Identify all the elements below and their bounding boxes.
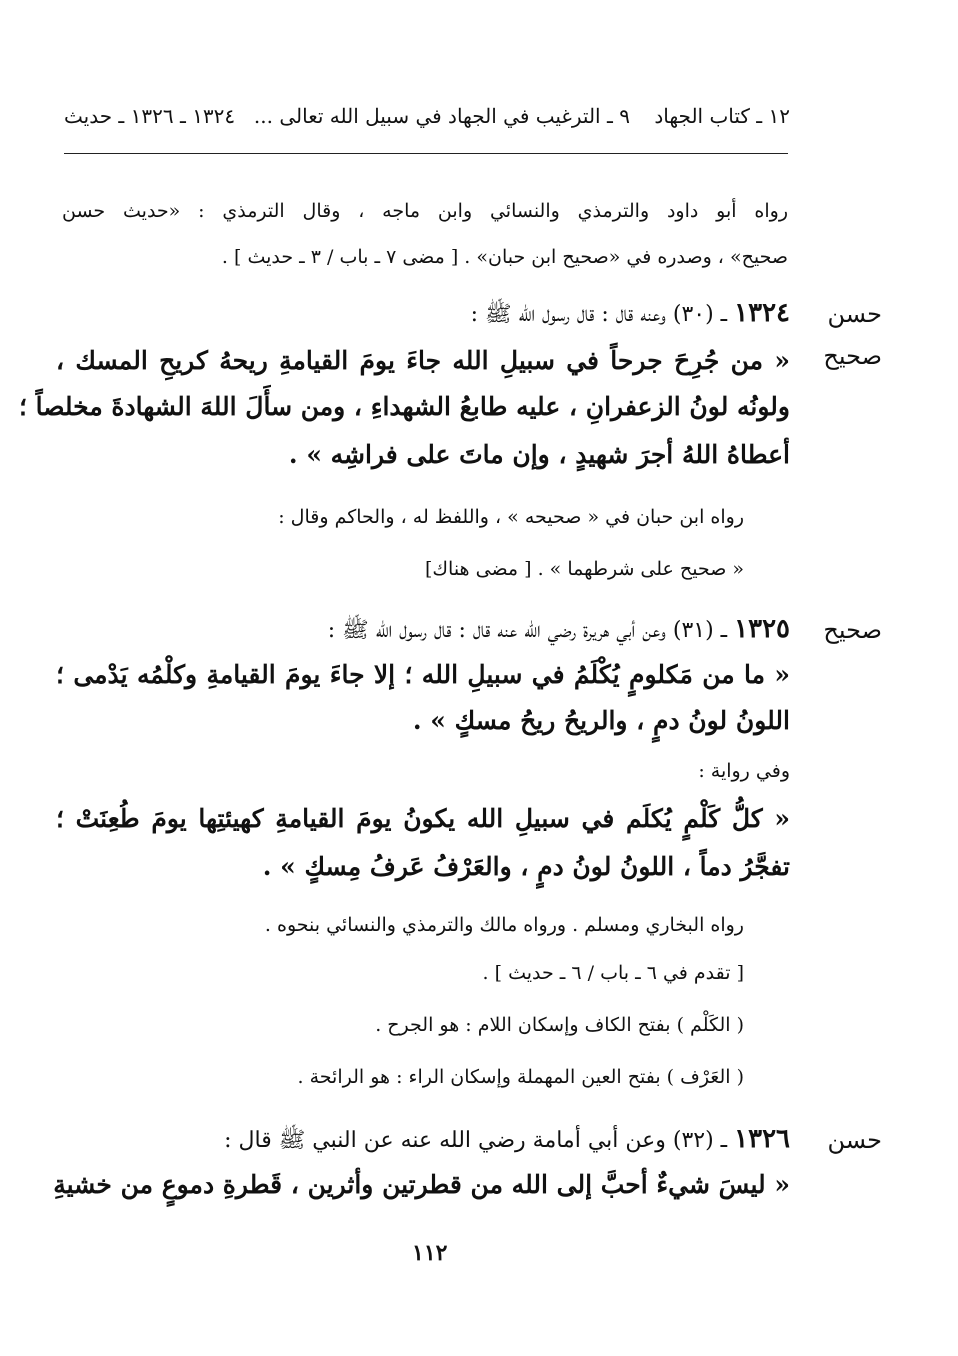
hadith-1326-head: ـ (٣٢) وعن أبي أمامة رضي الله عنه عن النبي ﷺ قال :	[224, 1128, 728, 1153]
hadith-1325-note-2: [ تقدم في ٦ ـ باب / ٦ ـ حديث ] .	[482, 962, 744, 984]
running-header	[236, 104, 790, 128]
hadith-1324-heading	[471, 298, 790, 332]
intro-line-2: صحيح» ، وصدره في «صحيح ابن حبان» . [ مضى ٧ ـ باب / ٣ ـ حديث ] .	[221, 246, 788, 268]
hadith-1325-riwaya: وفي رواية :	[698, 760, 790, 782]
grade-hasan-1326: حسن	[827, 1126, 882, 1154]
hadith-1325-heading	[328, 614, 790, 648]
hadith-1326-heading	[224, 1124, 790, 1158]
hadith-1325-head: ـ (٣١) وعن أبي هريرة رضي الله عنه قال : قال رسول الله ﷺ :	[327, 618, 728, 643]
hadith-1324-text-2: ولونُه لونُ الزعفرانِ ، عليه طابعُ الشهداءِ ، ومن سأَلَ اللهَ الشهادةَ مخلصاً ؛	[18, 392, 790, 421]
hadith-1324-head: ـ (٣٠) وعنه قال : قال رسول الله ﷺ :	[470, 302, 728, 327]
header-book: ١٢ ـ كتاب الجهاد	[654, 104, 790, 128]
grade-sahih-1325: صحيح	[823, 616, 882, 644]
hadith-1324-note-1: رواه ابن حبان في « صحيحه » ، واللفظ له ، والحاكم وقال :	[278, 506, 744, 528]
grade-hasan: حسن	[827, 300, 882, 328]
header-hadith-range: ١٣٢٤ ـ ١٣٢٦ ـ حديث	[64, 104, 236, 128]
hadith-1325-note-1: رواه البخاري ومسلم . ورواه مالك والترمذي والنسائي بنحوه .	[264, 914, 744, 936]
hadith-1324-text-3: أعطاهُ اللهُ أجرَ شهيدٍ ، وإن ماتَ على فراشِه » .	[288, 440, 790, 469]
header-chapter: ٩ ـ الترغيب في الجهاد في سبيل الله تعالى ...	[253, 104, 630, 128]
hadith-1325-note-4: ( العَرْف ) بفتح العين المهملة وإسكان الراء : هو الرائحة .	[297, 1066, 744, 1088]
hadith-1325-number: ١٣٢٥	[734, 614, 790, 644]
hadith-1326-number: ١٣٢٦	[734, 1124, 790, 1154]
hadith-1324-note-2: « صحيح على شرطهما » . [ مضى هناك]	[424, 558, 744, 580]
hadith-1324-number: ١٣٢٤	[734, 298, 790, 328]
hadith-1325-note-3: ( الكَلْم ) بفتح الكاف وإسكان اللام : هو الجرح .	[375, 1014, 744, 1036]
hadith-1325-text-2: اللونُ لونُ دمٍ ، والريحُ ريحُ مسكٍ » .	[412, 706, 790, 735]
hadith-1326-text-1: « ليسَ شيءٌ أحبَّ إلى الله من قطرتين وأثرين ، قَطرةِ دموعٍ من خشيةِ	[53, 1170, 790, 1199]
hadith-1324-text-1: « من جُرِحَ جرحاً في سبيلِ الله جاءَ يومَ القيامةِ ريحهُ كريحِ المسك ،	[56, 346, 790, 375]
intro-line-1: رواه أبو داود والترمذي والنسائي وابن ماجه ، وقال الترمذي : «حديث حسن	[62, 200, 788, 222]
hadith-1325-text2-1: « كلُّ كَلْمٍ يُكلَم في سبيلِ الله يكونُ يومَ القيامةِ كهيئتِها يومَ طُعِنَتْ ؛	[56, 804, 790, 833]
grade-sahih: صحيح	[823, 342, 882, 370]
hadith-1325-text-1: « ما من مَكلومٍ يُكْلَمُ في سبيلِ الله ؛ إلا جاءَ يومَ القيامةِ وكلْمُه يَدْمى ؛	[56, 660, 790, 689]
header-rule	[64, 153, 788, 154]
hadith-1325-text2-2: تفجَّرُ دماً ، اللونُ لونُ دمٍ ، والعَرْفُ عَرفُ مِسكٍ » .	[262, 852, 790, 881]
page-number: ١١٢	[412, 1240, 448, 1266]
